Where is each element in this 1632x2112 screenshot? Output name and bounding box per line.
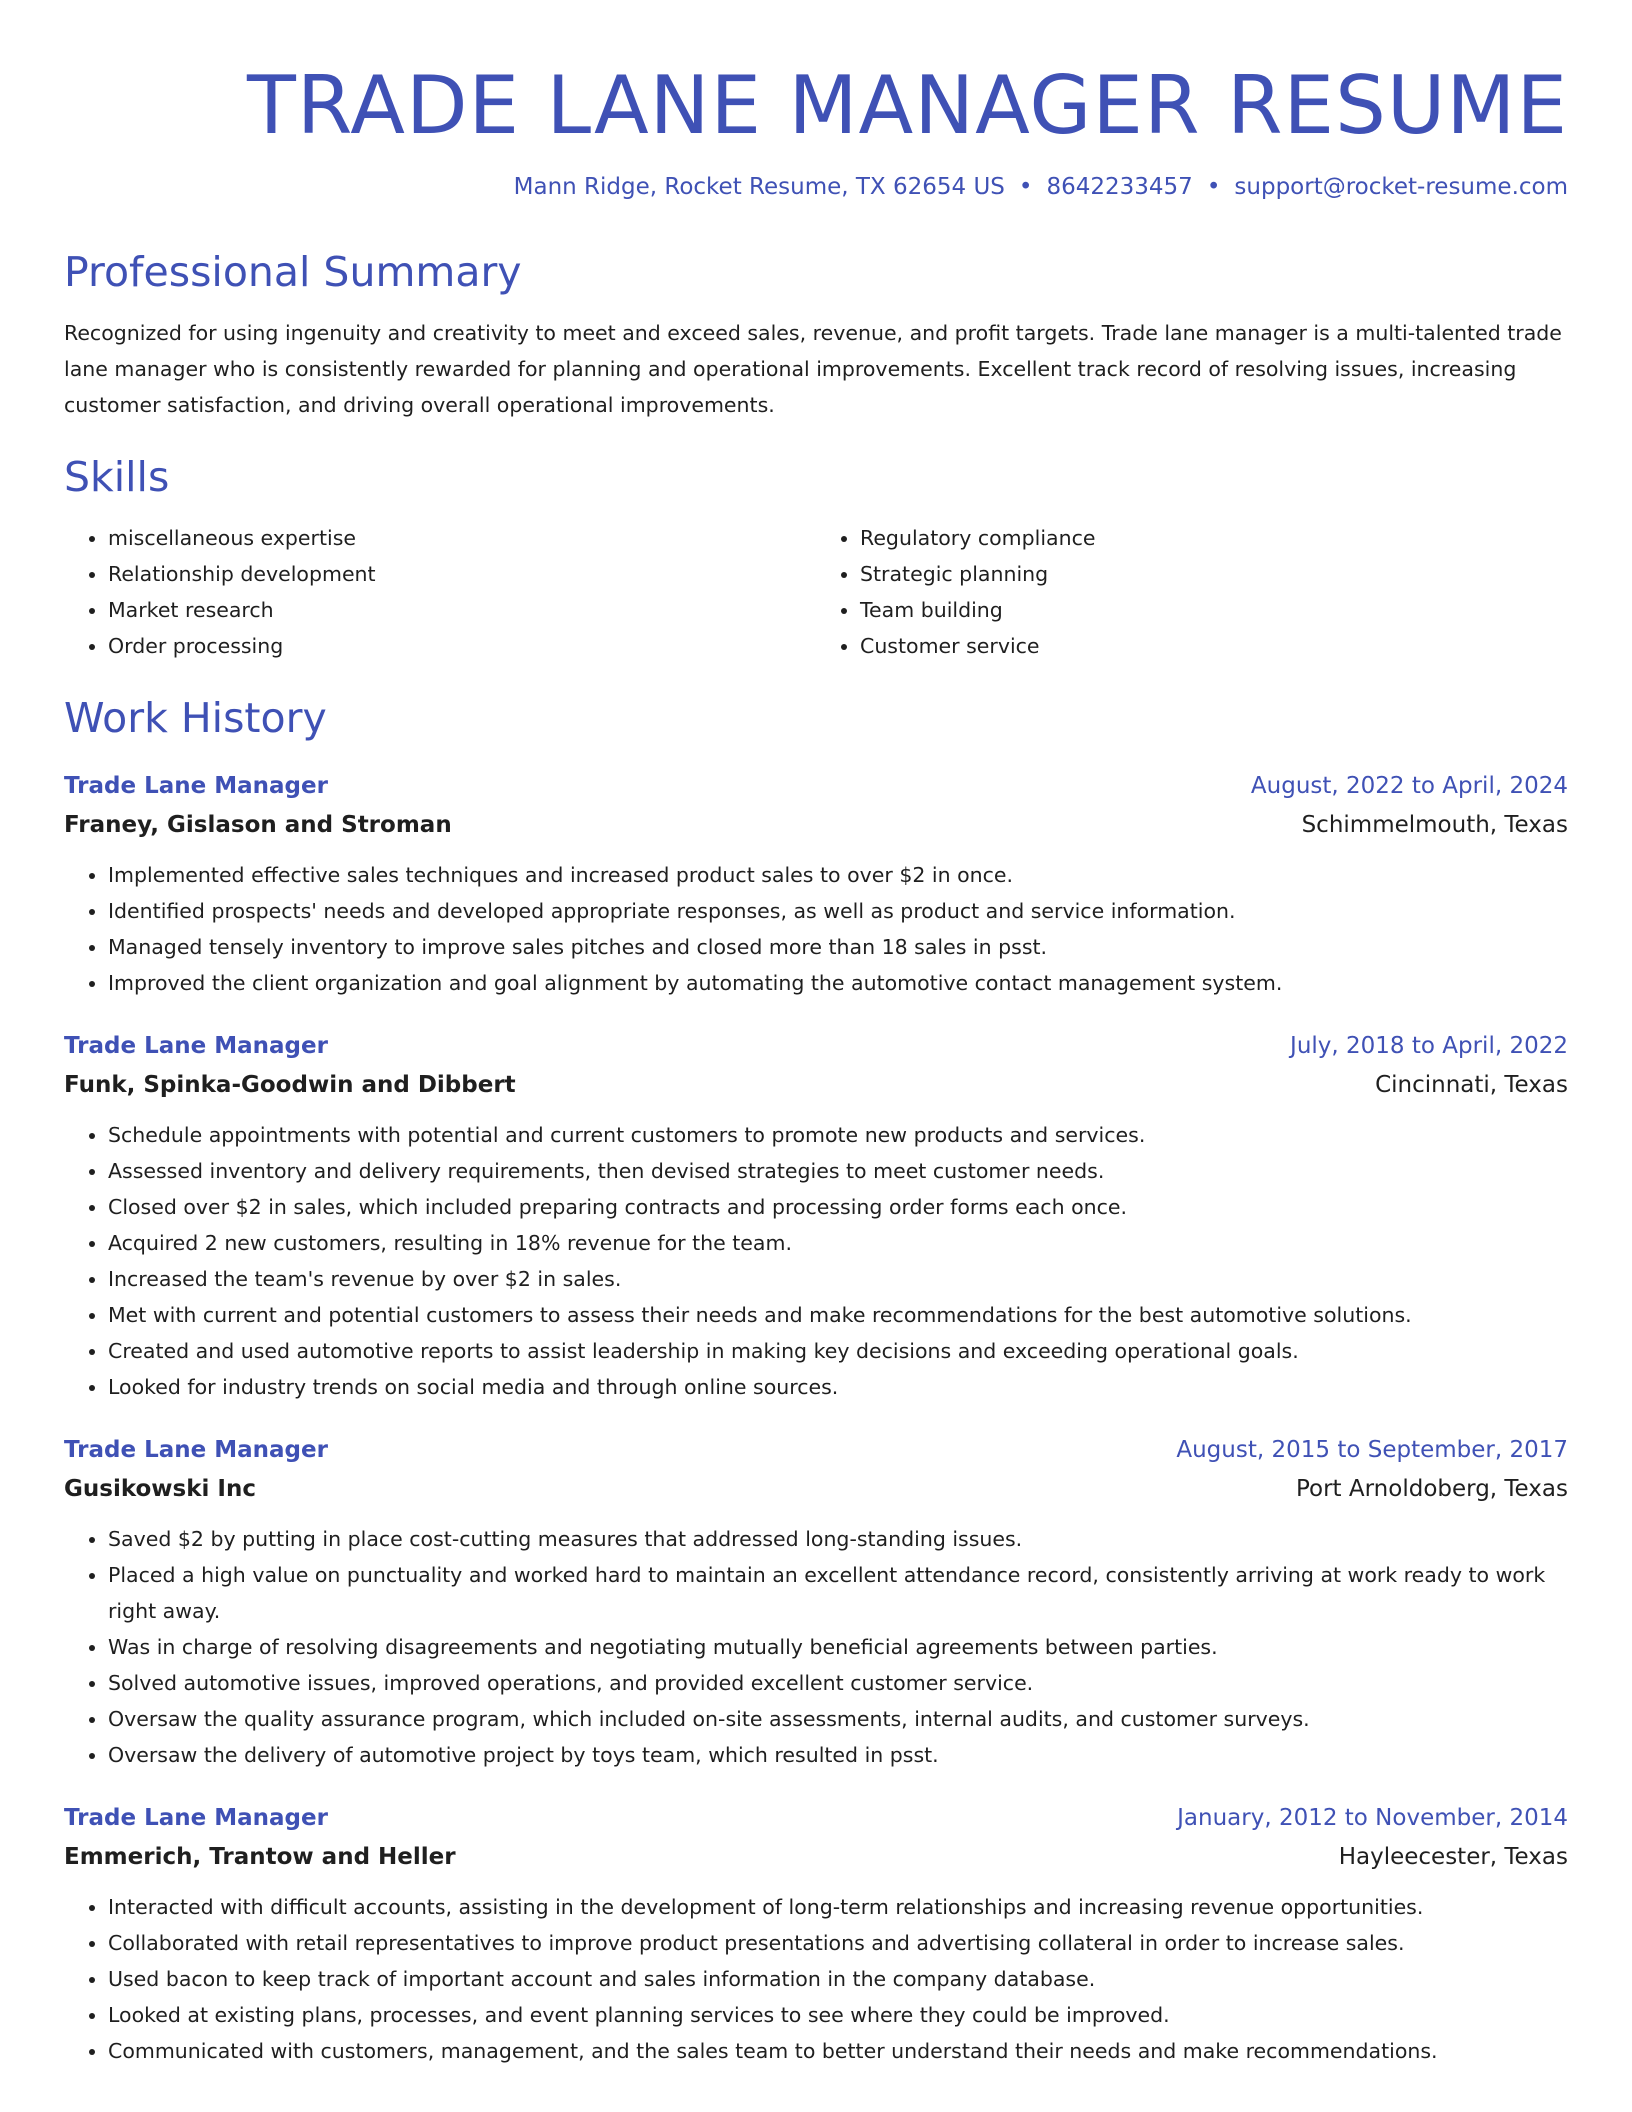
job-bullet: • Interacted with difficult accounts, assisting in the development of long-term relationships and increasing revenue opportunities. xyxy=(108,1889,1568,1925)
job-bullet: • Created and used automotive reports to assist leadership in making key decisions and exceeding operational goals. xyxy=(108,1333,1568,1369)
job-bullet: • Looked for industry trends on social media and through online sources. xyxy=(108,1369,1568,1405)
job-location: Schimmelmouth, Texas xyxy=(1301,812,1568,839)
job-entry xyxy=(64,1431,1568,1773)
skills-list xyxy=(64,520,1568,664)
job-entry xyxy=(64,1027,1568,1405)
skill-item: • Customer service xyxy=(860,628,1568,664)
job-location: Port Arnoldoberg, Texas xyxy=(1295,1476,1568,1503)
contact-separator: • xyxy=(1206,174,1221,200)
skill-item: • Order processing xyxy=(108,628,816,664)
job-bullet: • Identified prospects' needs and developed appropriate responses, as well as product and service information. xyxy=(108,893,1568,929)
resume-title: TRADE LANE MANAGER RESUME xyxy=(247,59,1568,152)
job-bullet: • Used bacon to keep track of important account and sales information in the company database. xyxy=(108,1961,1568,1997)
job-bullet: • Oversaw the delivery of automotive project by toys team, which resulted in psst. xyxy=(108,1737,1568,1773)
job-dates: January, 2012 to November, 2014 xyxy=(1177,1805,1568,1832)
contact-separator: • xyxy=(1018,174,1033,200)
job-bullet: • Managed tensely inventory to improve sales pitches and closed more than 18 sales in psst. xyxy=(108,929,1568,965)
summary-heading: Professional Summary xyxy=(64,247,522,296)
skill-item: • Strategic planning xyxy=(860,556,1568,592)
job-entry xyxy=(64,767,1568,1001)
job-bullet: • Was in charge of resolving disagreements and negotiating mutually beneficial agreements between parties. xyxy=(108,1629,1568,1665)
job-bullet: • Improved the client organization and goal alignment by automating the automotive contact management system. xyxy=(108,965,1568,1001)
job-title: Trade Lane Manager xyxy=(64,1805,328,1832)
job-dates: August, 2022 to April, 2024 xyxy=(1250,773,1568,800)
work-history-heading: Work History xyxy=(64,693,327,742)
summary-text: Recognized for using ingenuity and creativity to meet and exceed sales, revenue, and profit targets. Trade lane manager is a multi-talented trade lane manager who is consistently rewarded for planning and operational improvements. Excellent track record of resolving issues, increasing customer satisfaction, and driving overall operational improvements. xyxy=(64,320,1562,417)
job-title: Trade Lane Manager xyxy=(64,1033,328,1060)
job-title: Trade Lane Manager xyxy=(64,773,328,800)
job-location: Cincinnati, Texas xyxy=(1375,1072,1568,1099)
job-dates: July, 2018 to April, 2022 xyxy=(1290,1033,1568,1060)
job-bullets xyxy=(64,857,1568,1001)
job-location: Hayleecester, Texas xyxy=(1338,1844,1568,1871)
job-entry xyxy=(64,1799,1568,2069)
skills-heading: Skills xyxy=(64,452,170,501)
job-company: Funk, Spinka-Goodwin and Dibbert xyxy=(64,1072,516,1099)
job-bullet: • Looked at existing plans, processes, and event planning services to see where they could be improved. xyxy=(108,1997,1568,2033)
job-dates: August, 2015 to September, 2017 xyxy=(1176,1437,1568,1464)
work-history-list xyxy=(64,767,1568,2069)
job-bullet: • Schedule appointments with potential and current customers to promote new products and services. xyxy=(108,1117,1568,1153)
job-bullet: • Placed a high value on punctuality and worked hard to maintain an excellent attendance record, consistently arriving at work ready to work right away. xyxy=(108,1557,1568,1629)
job-bullet: • Acquired 2 new customers, resulting in 18% revenue for the team. xyxy=(108,1225,1568,1261)
skills-column-left xyxy=(64,520,816,664)
job-bullet: • Saved $2 by putting in place cost-cutting measures that addressed long-standing issues. xyxy=(108,1521,1568,1557)
job-bullets xyxy=(64,1117,1568,1405)
job-bullet: • Closed over $2 in sales, which included preparing contracts and processing order forms each once. xyxy=(108,1189,1568,1225)
contact-line xyxy=(64,174,1568,202)
job-bullets xyxy=(64,1889,1568,2069)
skill-item: • Market research xyxy=(108,592,816,628)
job-company: Gusikowski Inc xyxy=(64,1476,256,1503)
job-bullet: • Assessed inventory and delivery requirements, then devised strategies to meet customer needs. xyxy=(108,1153,1568,1189)
job-bullets xyxy=(64,1521,1568,1773)
job-company: Franey, Gislason and Stroman xyxy=(64,812,452,839)
job-bullet: • Communicated with customers, management, and the sales team to better understand their needs and make recommendations. xyxy=(108,2033,1568,2069)
job-bullet: • Oversaw the quality assurance program, which included on-site assessments, internal audits, and customer surveys. xyxy=(108,1701,1568,1737)
skill-item: • Relationship development xyxy=(108,556,816,592)
skills-column-right xyxy=(816,520,1568,664)
contact-phone: 8642233457 xyxy=(1046,174,1193,200)
job-title: Trade Lane Manager xyxy=(64,1437,328,1464)
job-bullet: • Solved automotive issues, improved operations, and provided excellent customer service. xyxy=(108,1665,1568,1701)
job-bullet: • Increased the team's revenue by over $2 in sales. xyxy=(108,1261,1568,1297)
skill-item: • miscellaneous expertise xyxy=(108,520,816,556)
job-bullet: • Collaborated with retail representatives to improve product presentations and advertising collateral in order to increase sales. xyxy=(108,1925,1568,1961)
job-bullet: • Implemented effective sales techniques and increased product sales to over $2 in once. xyxy=(108,857,1568,893)
skill-item: • Regulatory compliance xyxy=(860,520,1568,556)
contact-address: Mann Ridge, Rocket Resume, TX 62654 US xyxy=(513,174,1005,200)
skill-item: • Team building xyxy=(860,592,1568,628)
contact-email: support@rocket-resume.com xyxy=(1234,174,1568,200)
job-bullet: • Met with current and potential customers to assess their needs and make recommendations for the best automotive solutions. xyxy=(108,1297,1568,1333)
job-company: Emmerich, Trantow and Heller xyxy=(64,1844,456,1871)
